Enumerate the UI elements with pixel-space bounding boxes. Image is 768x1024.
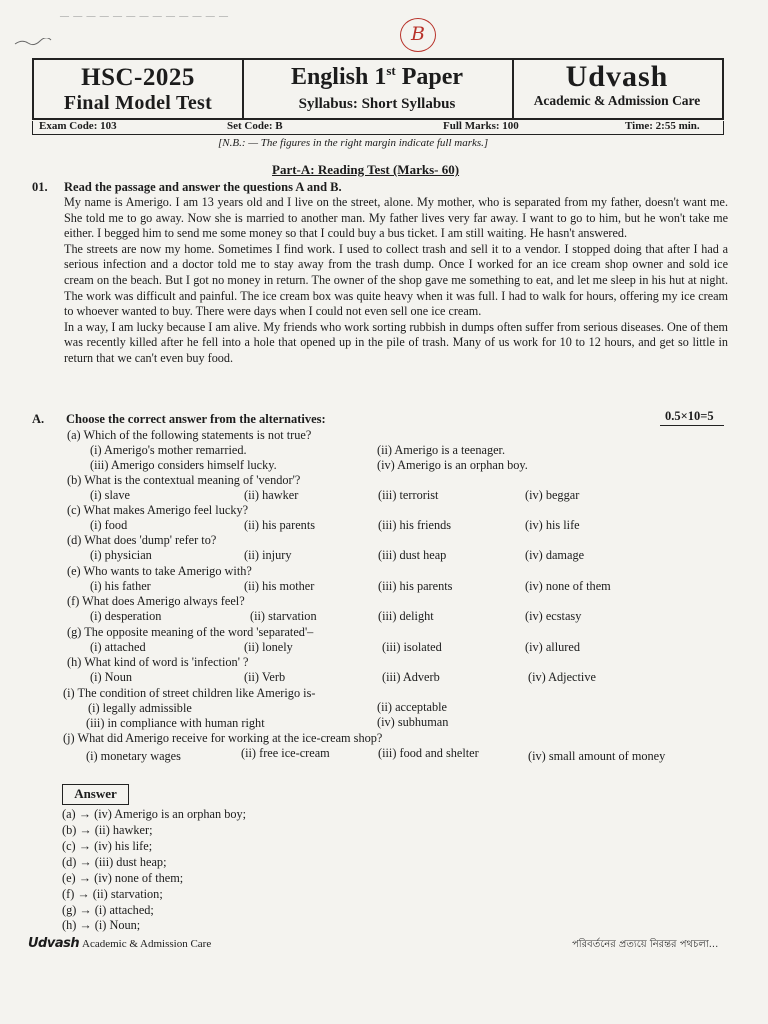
mcq-option: (i) legally admissible — [88, 701, 192, 715]
mcq-question: (g) The opposite meaning of the word 'separated'– — [67, 625, 314, 639]
mcq-question: (i) The condition of street children like Amerigo is- — [63, 686, 316, 700]
nb-note: [N.B.: — The figures in the right margin indicate full marks.] — [218, 137, 489, 149]
exam-title: HSC-2025 — [81, 64, 195, 91]
mcq-option: (ii) Amerigo is a teenager. — [377, 443, 506, 457]
mcq-option: (iv) beggar — [525, 488, 580, 502]
mcq-option: (ii) starvation — [250, 609, 317, 623]
top-dots: — — — — — — — — — — — — — — [60, 11, 229, 21]
mcq-question: (j) What did Amerigo receive for working at the ice-cream shop? — [63, 731, 383, 745]
mcq-option: (iii) food and shelter — [378, 746, 479, 760]
question-instruction: Read the passage and answer the questions A and B. — [64, 180, 342, 194]
mcq-option: (i) monetary wages — [86, 749, 181, 763]
mcq-option: (ii) Verb — [244, 670, 286, 684]
mcq-question: (a) Which of the following statements is not true? — [67, 428, 312, 442]
answer-item: (c) → (iv) his life; — [62, 839, 153, 853]
header-box — [32, 58, 724, 120]
passage-paragraph: In a way, I am lucky because I am alive. My friends who work sorting rubbish in dumps often suffer from serious diseases. One of them was recently killed after he fell into a hole that opened up in the pile of trash. Many of us work for 10 to 12 hours, and get so little in return that we can't even buy food. — [64, 319, 728, 365]
exam-cell — [34, 60, 244, 118]
mcq-option: (iv) subhuman — [377, 715, 449, 729]
set-code: Set Code: B — [227, 120, 283, 132]
mcq-option: (iv) Amerigo is an orphan boy. — [377, 458, 528, 472]
answer-heading: Answer — [62, 784, 129, 805]
mcq-option: (iv) his life — [525, 518, 580, 532]
mcq-option: (iv) damage — [525, 548, 585, 562]
marks-underline — [660, 425, 724, 426]
mcq-option: (i) his father — [90, 579, 151, 593]
mcq-option: (iii) terrorist — [378, 488, 439, 502]
answer-item: (a) → (iv) Amerigo is an orphan boy; — [62, 807, 247, 821]
mcq-question: (e) Who wants to take Amerigo with? — [67, 564, 252, 578]
mcq-option: (iv) small amount of money — [528, 749, 666, 763]
footer-brand-logo: Udvash — [28, 936, 80, 951]
mcq-option: (iv) allured — [525, 640, 580, 654]
full-marks: Full Marks: 100 — [443, 120, 519, 132]
mcq-question: (c) What makes Amerigo feel lucky? — [67, 503, 249, 517]
section-label: A. — [32, 412, 45, 426]
subject-cell — [242, 60, 514, 118]
answer-item: (h) → (i) Noun; — [62, 918, 141, 932]
syllabus: Syllabus: Short Syllabus — [298, 96, 456, 112]
mcq-option: (i) attached — [90, 640, 146, 654]
part-a-title: Part-A: Reading Test (Marks- 60) — [272, 162, 460, 177]
mcq-option: (ii) acceptable — [377, 700, 447, 714]
mcq-option: (i) food — [90, 518, 128, 532]
answer-item: (d) → (iii) dust heap; — [62, 855, 167, 869]
section-marks: 0.5×10=5 — [665, 409, 714, 423]
brand-tagline: Academic & Admission Care — [533, 93, 701, 108]
mcq-option: (iv) Adjective — [528, 670, 596, 684]
mcq-option: (iii) his friends — [378, 518, 452, 532]
mcq-option: (iii) his parents — [378, 579, 453, 593]
mcq-option: (iii) Adverb — [382, 670, 440, 684]
subject-title: English 1st Paper — [290, 63, 464, 90]
brand-cell — [512, 60, 722, 118]
mcq-option: (ii) his mother — [244, 579, 315, 593]
test-title: Final Model Test — [63, 92, 213, 114]
time-limit: Time: 2:55 min. — [625, 120, 700, 132]
set-mark-circle: B — [400, 18, 436, 52]
mcq-option: (iii) dust heap — [378, 548, 447, 562]
brand-name: Udvash — [565, 60, 669, 93]
mcq-option: (ii) lonely — [244, 640, 293, 654]
mcq-question: (b) What is the contextual meaning of 'vendor'? — [67, 473, 301, 487]
reading-passage — [64, 195, 728, 367]
answer-item: (f) → (ii) starvation; — [62, 887, 163, 901]
mcq-option: (iv) ecstasy — [525, 609, 582, 623]
mcq-option: (i) Amerigo's mother remarried. — [90, 443, 247, 457]
mcq-option: (i) physician — [90, 548, 152, 562]
mcq-question: (f) What does Amerigo always feel? — [67, 594, 245, 608]
footer-slogan: পরিবর্তনের প্রত্যয়ে নিরন্তর পথচলা... — [572, 939, 719, 950]
mcq-question: (d) What does 'dump' refer to? — [67, 533, 217, 547]
answer-item: (g) → (i) attached; — [62, 903, 154, 917]
footer-tagline: Academic & Admission Care — [82, 938, 212, 950]
passage-paragraph: The streets are now my home. Sometimes I find work. I used to collect trash and sell it to a vendor. I stopped doing that after I had a serious infection and a doctor told me to stay away from the trash dump. Once I worked for an ice cream shop owner and sold ice cream on the beach. But I got no money in return. The owner of the shop gave me something to eat, and let me sleep in his hut at night. The work was difficult and painful. The ice cream box was quite heavy when it was full. I had to walk for hours, offering my ice cream to whoever wanted to buy. There were days when I could not even sell one ice cream. — [64, 241, 728, 319]
mcq-option: (iii) delight — [378, 609, 434, 623]
mcq-option: (i) desperation — [90, 609, 162, 623]
mcq-option: (iii) Amerigo considers himself lucky. — [90, 458, 277, 472]
question-number: 01. — [32, 180, 48, 194]
pen-scribble — [14, 38, 52, 46]
mcq-option: (ii) free ice-cream — [241, 746, 330, 760]
mcq-option: (iii) in compliance with human right — [86, 716, 265, 730]
section-instruction: Choose the correct answer from the alternatives: — [66, 412, 326, 426]
answer-item: (e) → (iv) none of them; — [62, 871, 184, 885]
exam-meta-row — [32, 121, 724, 135]
exam-code: Exam Code: 103 — [39, 120, 117, 132]
mcq-option: (ii) hawker — [244, 488, 299, 502]
mcq-question: (h) What kind of word is 'infection' ? — [67, 655, 249, 669]
mcq-option: (iii) isolated — [382, 640, 442, 654]
mcq-option: (iv) none of them — [525, 579, 611, 593]
mcq-option: (ii) his parents — [244, 518, 316, 532]
answer-item: (b) → (ii) hawker; — [62, 823, 153, 837]
passage-paragraph: My name is Amerigo. I am 13 years old and I live on the street, alone. My mother, who is separated from my father, doesn't want me. She told me to go away. Now she is married to another man. My father lives very far away. I want to go to him, but he won't take me either. I begged him to send me some money so that I could buy a bus ticket. I am still waiting. He hasn't answered. — [64, 195, 728, 241]
mcq-option: (i) slave — [90, 488, 130, 502]
mcq-option: (ii) injury — [244, 548, 292, 562]
mcq-option: (i) Noun — [90, 670, 133, 684]
